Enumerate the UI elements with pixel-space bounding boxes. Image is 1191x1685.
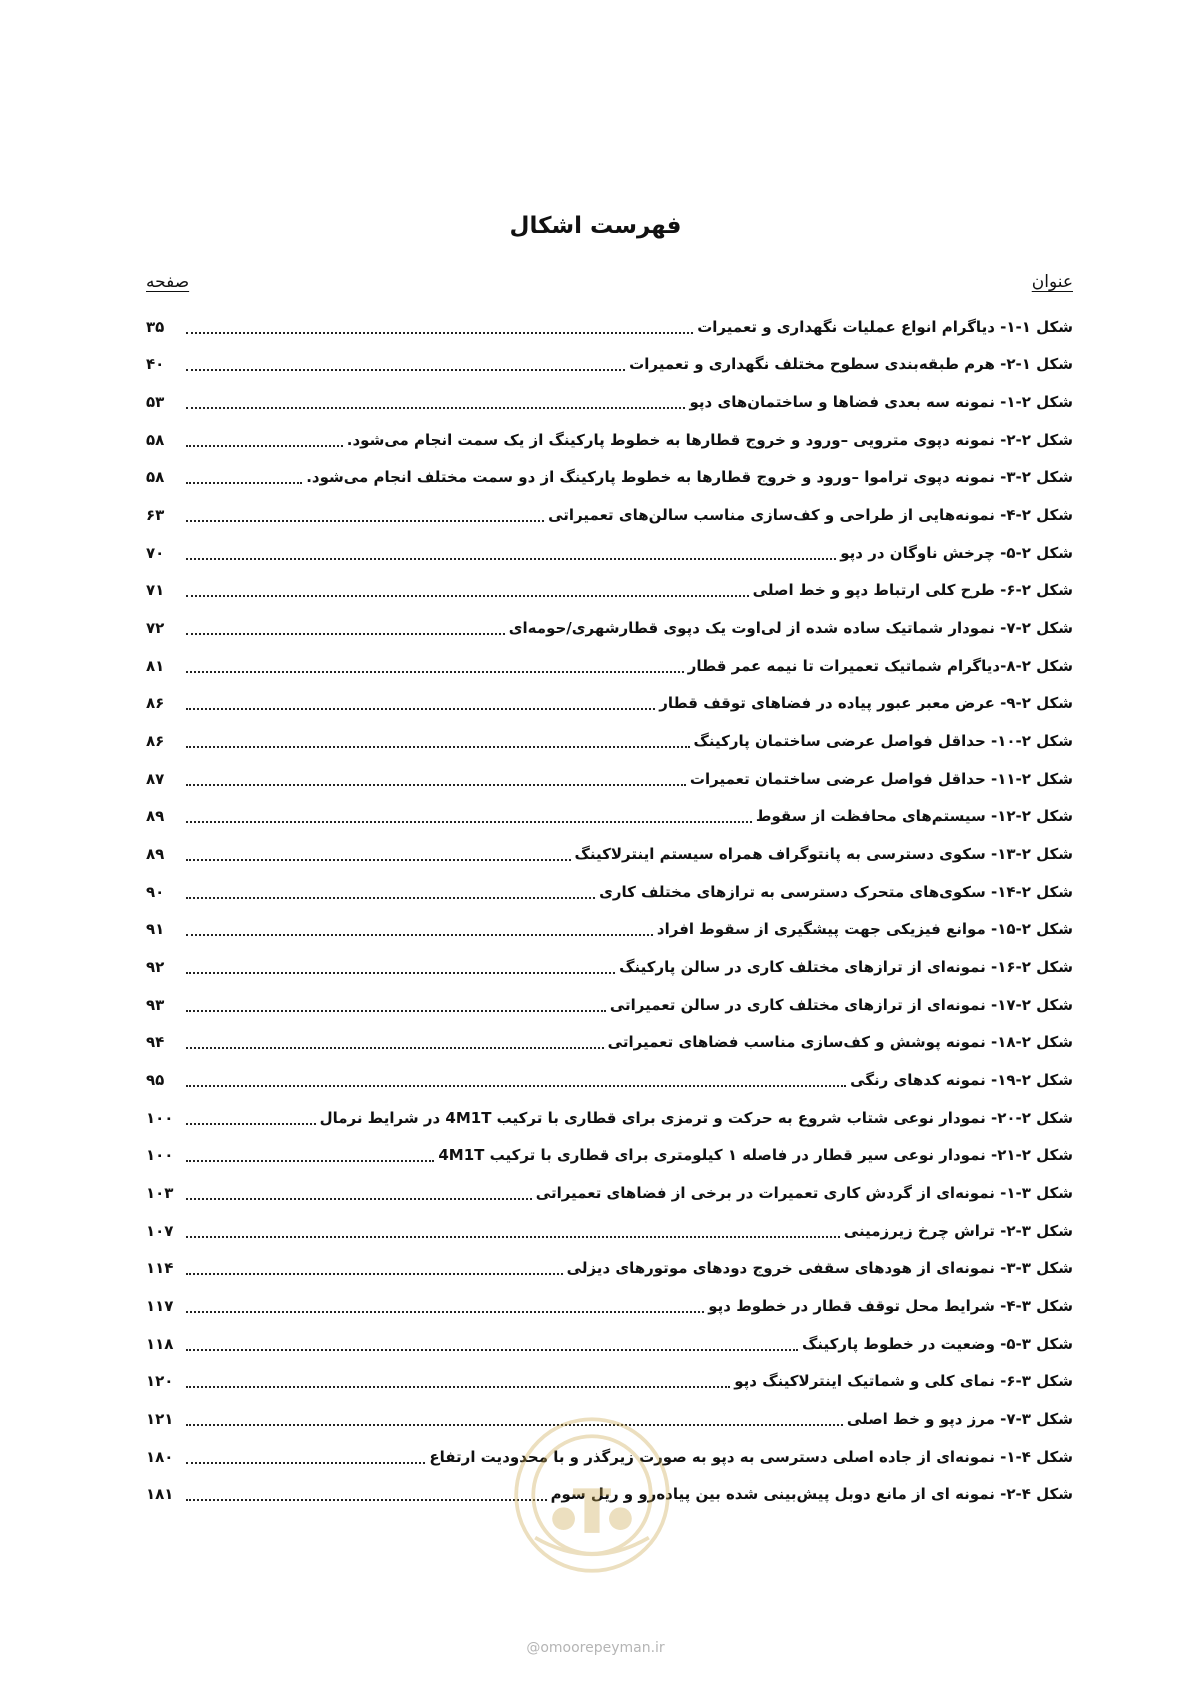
entry-page-number: ۱۱۴ — [146, 1259, 174, 1278]
entry-page-number: ۸۱ — [146, 656, 165, 675]
entry-title: شکل ۲-۱۰- حداقل فواصل عرضی ساختمان پارکینگ — [693, 732, 1073, 751]
dot-leader — [186, 1311, 704, 1313]
entry-title: شکل ۳-۱- نمونه‌ای از گردش کاری تعمیرات در برخی از فضاهای تعمیراتی — [535, 1183, 1073, 1202]
toc-entry[interactable] — [146, 986, 1073, 1024]
dot-leader — [186, 332, 693, 334]
dot-leader — [186, 1085, 846, 1087]
toc-entry[interactable] — [146, 496, 1073, 534]
entry-title: شکل ۲-۶- طرح کلی ارتباط دپو و خط اصلی — [752, 581, 1073, 600]
dot-leader — [186, 1386, 730, 1388]
entry-title: شکل ۲-۱۳- سکوی دسترسی به پانتوگراف همراه سیستم اینترلاکینگ — [574, 845, 1073, 864]
entry-page-number: ۱۰۷ — [146, 1221, 174, 1240]
toc-entry[interactable] — [146, 722, 1073, 760]
dot-leader — [186, 972, 615, 974]
entry-title: شکل ۲-۱۱- حداقل فواصل عرضی ساختمان تعمیرات — [689, 769, 1073, 788]
toc-entry[interactable] — [146, 1325, 1073, 1363]
entry-page-number: ۵۸ — [146, 430, 165, 449]
entry-title: شکل ۲-۳- نمونه دپوی تراموا –ورود و خروج قطارها به خطوط پارکینگ از دو سمت مختلف انجام می‌شود. — [306, 468, 1073, 487]
dot-leader — [186, 369, 625, 371]
entry-title: شکل ۲-۱- نمونه سه بعدی فضاها و ساختمان‌های دپو — [689, 393, 1073, 412]
dot-leader — [186, 1499, 547, 1501]
entry-title: شکل ۳-۵- وضعیت در خطوط پارکینگ — [801, 1334, 1073, 1353]
entry-page-number: ۸۹ — [146, 807, 165, 826]
entry-title: شکل ۳-۷- مرز دپو و خط اصلی — [846, 1409, 1073, 1428]
toc-entry[interactable] — [146, 459, 1073, 497]
dot-leader — [186, 482, 302, 484]
dot-leader — [186, 558, 836, 560]
entry-page-number: ۳۵ — [146, 317, 165, 336]
entry-title: شکل ۴-۱- نمونه‌ای از جاده اصلی دسترسی به دپو به صورت زیرگذر و با محدودیت ارتفاع — [429, 1447, 1073, 1466]
entry-title: شکل ۳-۳- نمونه‌ای از هودهای سقفی خروج دودهای موتورهای دیزلی — [566, 1259, 1073, 1278]
dot-leader — [186, 859, 571, 861]
entry-title: شکل ۳-۴- شرایط محل توقف قطار در خطوط دپو — [708, 1296, 1073, 1315]
entry-page-number: ۵۸ — [146, 468, 165, 487]
entry-title: شکل ۲-۱۹- نمونه کدهای رنگی — [850, 1070, 1073, 1089]
website-watermark: @omoorepeyman.ir — [526, 1640, 665, 1656]
entry-title: شکل ۲-۹- عرض معبر عبور پیاده در فضاهای توقف قطار — [659, 694, 1073, 713]
toc-entry[interactable] — [146, 798, 1073, 836]
title-column-header: عنوان — [1031, 272, 1073, 292]
dot-leader — [186, 1462, 425, 1464]
toc-entry[interactable] — [146, 346, 1073, 384]
entry-page-number: ۸۶ — [146, 694, 165, 713]
entry-page-number: ۷۰ — [146, 543, 165, 562]
toc-entry[interactable] — [146, 1212, 1073, 1250]
toc-entry[interactable] — [146, 835, 1073, 873]
dot-leader — [186, 934, 653, 936]
dot-leader — [186, 445, 343, 447]
entry-page-number: ۷۱ — [146, 581, 165, 600]
entry-page-number: ۱۸۰ — [146, 1447, 174, 1466]
entry-title: شکل ۲-۱۶- نمونه‌ای از ترازهای مختلف کاری در سالن پارکینگ — [619, 957, 1073, 976]
dot-leader — [186, 784, 686, 786]
dot-leader — [186, 520, 544, 522]
entry-title: شکل ۲-۷- نمودار شماتیک ساده شده از لی‌اوت یک دپوی قطارشهری/حومه‌ای — [508, 619, 1073, 638]
dot-leader — [186, 1047, 604, 1049]
toc-entry[interactable] — [146, 534, 1073, 572]
entry-page-number: ۱۰۰ — [146, 1108, 174, 1127]
toc-entry[interactable] — [146, 685, 1073, 723]
toc-entry[interactable] — [146, 1099, 1073, 1137]
entry-page-number: ۹۱ — [146, 920, 165, 939]
toc-entry[interactable] — [146, 760, 1073, 798]
entry-page-number: ۹۵ — [146, 1070, 165, 1089]
dot-leader — [186, 708, 655, 710]
toc-entry[interactable] — [146, 308, 1073, 346]
entry-page-number: ۱۱۷ — [146, 1296, 174, 1315]
toc-entry[interactable] — [146, 572, 1073, 610]
entry-title: شکل ۱-۱- دیاگرام انواع عملیات نگهداری و تعمیرات — [697, 317, 1073, 336]
toc-entry[interactable] — [146, 1362, 1073, 1400]
entry-page-number: ۷۲ — [146, 619, 165, 638]
entry-title: شکل ۴-۲- نمونه ای از مانع دوبل پیش‌بینی شده بین پیاده‌رو و ریل سوم — [550, 1485, 1073, 1504]
dot-leader — [186, 595, 749, 597]
toc-entry[interactable] — [146, 1023, 1073, 1061]
entry-page-number: ۱۸۱ — [146, 1485, 174, 1504]
entry-title: شکل ۳-۲- تراش چرخ زیرزمینی — [843, 1221, 1073, 1240]
entry-title: شکل ۲-۵- چرخش ناوگان در دپو — [840, 543, 1073, 562]
entry-page-number: ۹۲ — [146, 957, 165, 976]
dot-leader — [186, 1236, 840, 1238]
toc-entry[interactable] — [146, 1287, 1073, 1325]
entry-page-number: ۹۳ — [146, 995, 165, 1014]
entry-page-number: ۱۲۰ — [146, 1372, 174, 1391]
toc-entry[interactable] — [146, 421, 1073, 459]
dot-leader — [186, 1349, 798, 1351]
dot-leader — [186, 633, 505, 635]
dot-leader — [186, 1010, 606, 1012]
entry-title: شکل ۳-۶- نمای کلی و شماتیک اینترلاکینگ دپو — [734, 1372, 1073, 1391]
entry-title: شکل ۱-۲- هرم طبقه‌بندی سطوح مختلف نگهداری و تعمیرات — [629, 355, 1073, 374]
toc-entry[interactable] — [146, 873, 1073, 911]
dot-leader — [186, 897, 595, 899]
entry-page-number: ۱۰۳ — [146, 1183, 174, 1202]
entry-title: شکل ۲-۸-دیاگرام شماتیک تعمیرات تا نیمه عمر قطار — [687, 656, 1073, 675]
toc-entry[interactable] — [146, 383, 1073, 421]
entry-title: شکل ۲-۲۰- نمودار نوعی شتاب شروع به حرکت و ترمزی برای قطاری با ترکیب 4M1T در شرایط نرمال — [319, 1108, 1073, 1127]
toc-entry[interactable] — [146, 647, 1073, 685]
entry-page-number: ۴۰ — [146, 355, 165, 374]
toc-entry[interactable] — [146, 1249, 1073, 1287]
dot-leader — [186, 1123, 316, 1125]
entry-title: شکل ۲-۱۲- سیستم‌های محافظت از سقوط — [755, 807, 1073, 826]
figure-list — [146, 308, 1073, 1513]
toc-entry[interactable] — [146, 609, 1073, 647]
entry-title: شکل ۲-۱۸- نمونه پوشش و کف‌سازی مناسب فضاهای تعمیراتی — [607, 1033, 1073, 1052]
entry-page-number: ۵۳ — [146, 393, 165, 412]
dot-leader — [186, 746, 690, 748]
dot-leader — [186, 1160, 434, 1162]
dot-leader — [186, 671, 684, 673]
toc-entry[interactable] — [146, 1174, 1073, 1212]
toc-entry[interactable] — [146, 911, 1073, 949]
page-column-header: صفحه — [146, 272, 190, 292]
dot-leader — [186, 821, 752, 823]
toc-entry[interactable] — [146, 1061, 1073, 1099]
entry-title: شکل ۲-۲- نمونه دپوی مترویی –ورود و خروج قطارها به خطوط پارکینگ از یک سمت انجام می‌شود. — [346, 430, 1073, 449]
entry-page-number: ۱۰۰ — [146, 1146, 174, 1165]
seal-watermark-icon — [497, 1405, 687, 1585]
entry-title: شکل ۲-۱۴- سکوی‌های متحرک دسترسی به ترازهای مختلف کاری — [599, 882, 1073, 901]
entry-page-number: ۹۰ — [146, 882, 165, 901]
toc-entry[interactable] — [146, 1136, 1073, 1174]
entry-page-number: ۸۷ — [146, 769, 165, 788]
entry-title: شکل ۲-۴- نمونه‌هایی از طراحی و کف‌سازی مناسب سالن‌های تعمیراتی — [548, 506, 1073, 525]
entry-page-number: ۱۲۱ — [146, 1409, 174, 1428]
dot-leader — [186, 1273, 563, 1275]
page-title: فهرست اشکال — [509, 213, 682, 239]
toc-entry[interactable] — [146, 948, 1073, 986]
entry-page-number: ۱۱۸ — [146, 1334, 174, 1353]
entry-title: شکل ۲-۱۷- نمونه‌ای از ترازهای مختلف کاری در سالن تعمیراتی — [609, 995, 1073, 1014]
entry-page-number: ۸۶ — [146, 732, 165, 751]
entry-title: شکل ۲-۱۵- موانع فیزیکی جهت پیشگیری از سقوط افراد — [656, 920, 1073, 939]
dot-leader — [186, 1198, 532, 1200]
entry-page-number: ۸۹ — [146, 845, 165, 864]
entry-title: شکل ۲-۲۱- نمودار نوعی سیر قطار در فاصله ۱ کیلومتری برای قطاری با ترکیب 4M1T — [438, 1146, 1073, 1165]
entry-page-number: ۹۴ — [146, 1033, 165, 1052]
entry-page-number: ۶۳ — [146, 506, 165, 525]
dot-leader — [186, 407, 685, 409]
